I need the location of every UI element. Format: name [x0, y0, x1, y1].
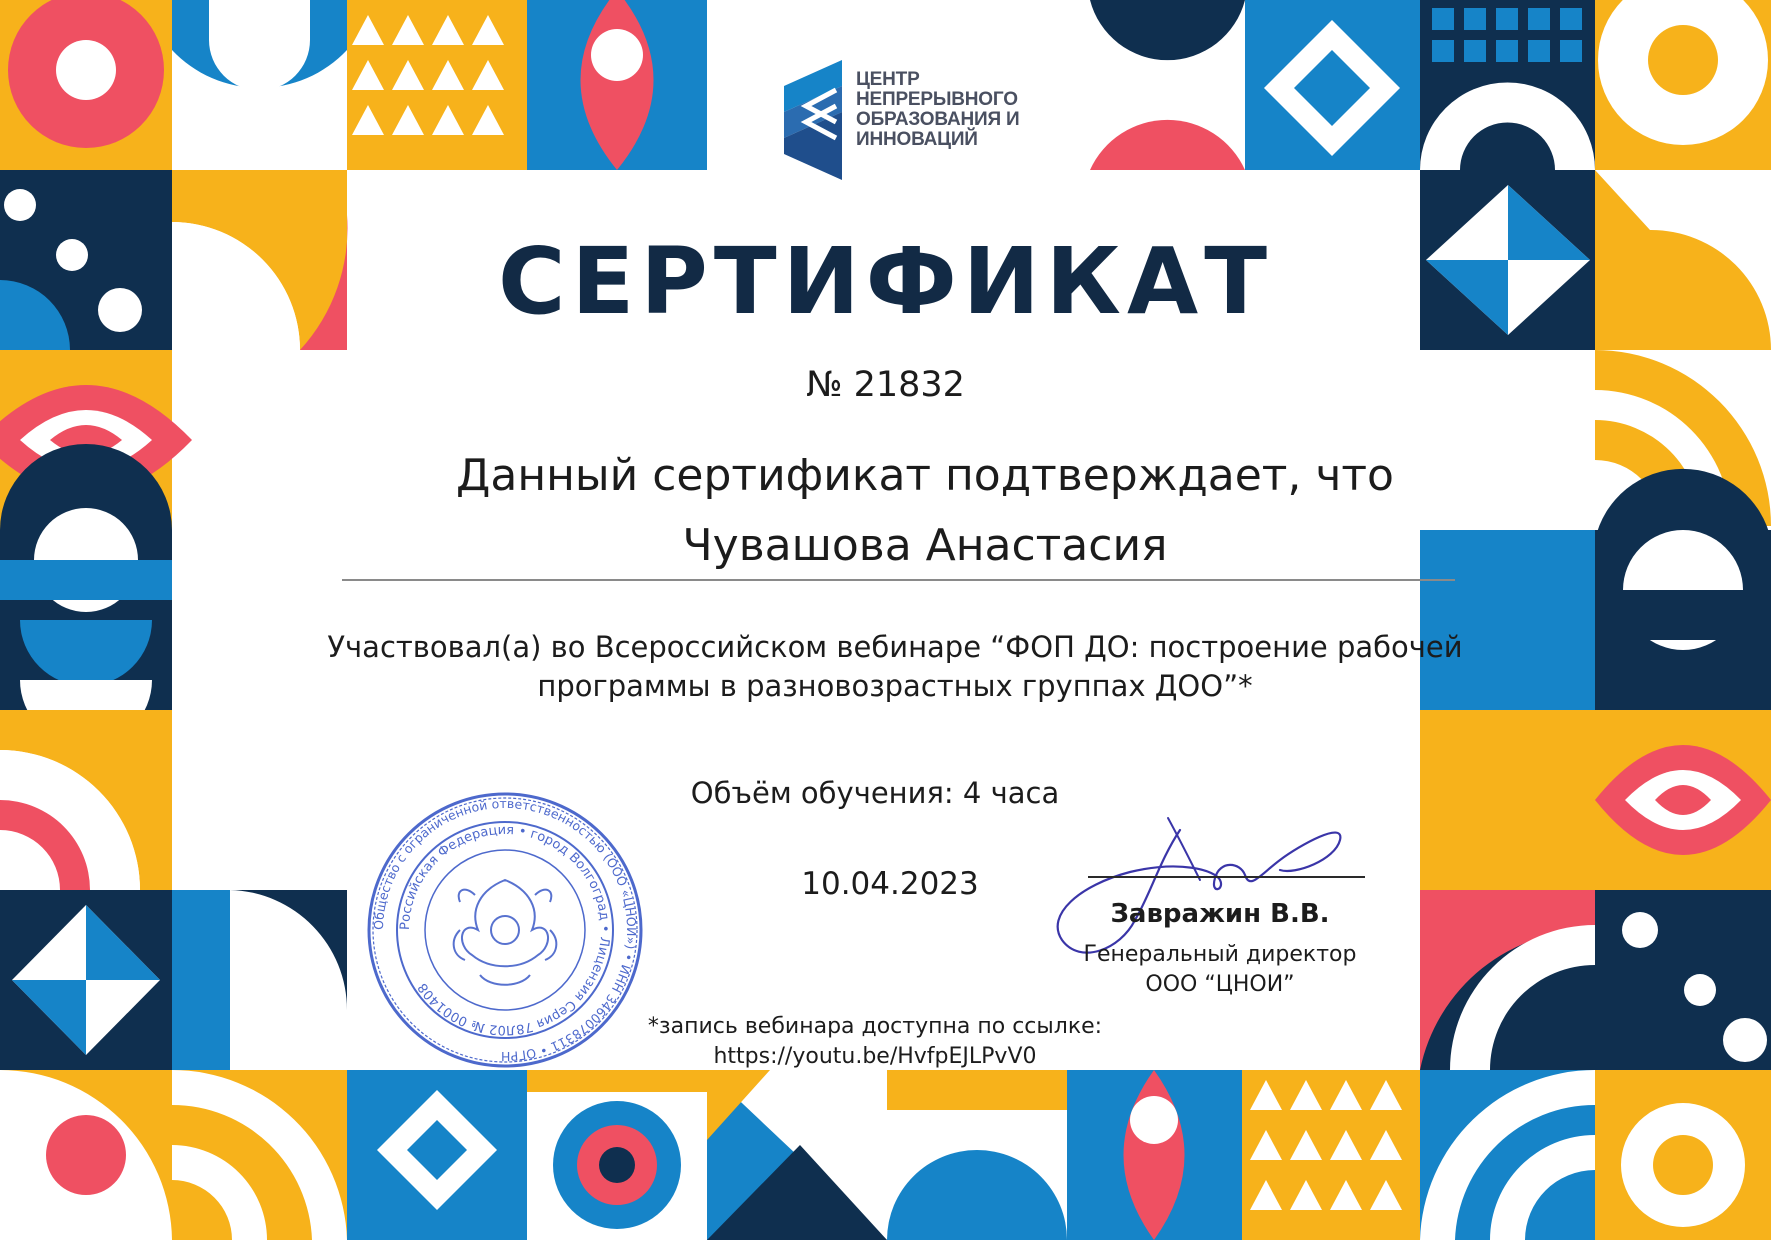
webinar-link[interactable]: https://youtu.be/HvfpEJLPvV0: [713, 1044, 1037, 1069]
webinar-footnote: [560, 1012, 1190, 1072]
logo-line-1: ЦЕНТР: [856, 69, 920, 90]
logo-line-2: НЕПРЕРЫВНОГО: [856, 89, 1018, 110]
organization-logo: [776, 56, 1026, 186]
logo-emblem-icon: [776, 56, 848, 184]
director-company: ООО “ЦНОИ”: [1145, 972, 1295, 997]
logo-line-4: ИННОВАЦИЙ: [856, 129, 978, 150]
confirmation-statement: Данный сертификат подтверждает, что: [456, 450, 1394, 501]
seal-outer-text: Общество с ограниченной ответственностью (ООО «ЦНОИ») • ИНН 3460078311 • ОГРН: [370, 795, 640, 1065]
logo-line-3: ОБРАЗОВАНИЯ И: [856, 109, 1020, 130]
seal-inner-text: Российская Федерация • город Волгоград • Лицензия Серия 78Л02 № 0001408: [397, 822, 613, 1038]
certificate-number: № 21832: [806, 365, 965, 405]
footnote-text: *запись вебинара доступна по ссылке:: [647, 1014, 1103, 1039]
participation-text: Участвовал(а) во Всероссийском вебинаре “ФОП ДО: построение рабочей программы в разновозрастных группах ДОО”*: [327, 630, 1463, 703]
recipient-name: Чувашова Анастасия: [682, 520, 1168, 571]
director-position: [1060, 940, 1380, 1000]
study-volume: Объём обучения: 4 часа: [690, 776, 1060, 810]
certificate-title: СЕРТИФИКАТ: [498, 228, 1273, 335]
recipient-underline: [342, 579, 1455, 581]
director-title: Генеральный директор: [1083, 942, 1357, 967]
signature-line: [1088, 876, 1365, 878]
issue-date: 10.04.2023: [801, 866, 979, 902]
director-name: Завражин В.В.: [1110, 899, 1330, 929]
